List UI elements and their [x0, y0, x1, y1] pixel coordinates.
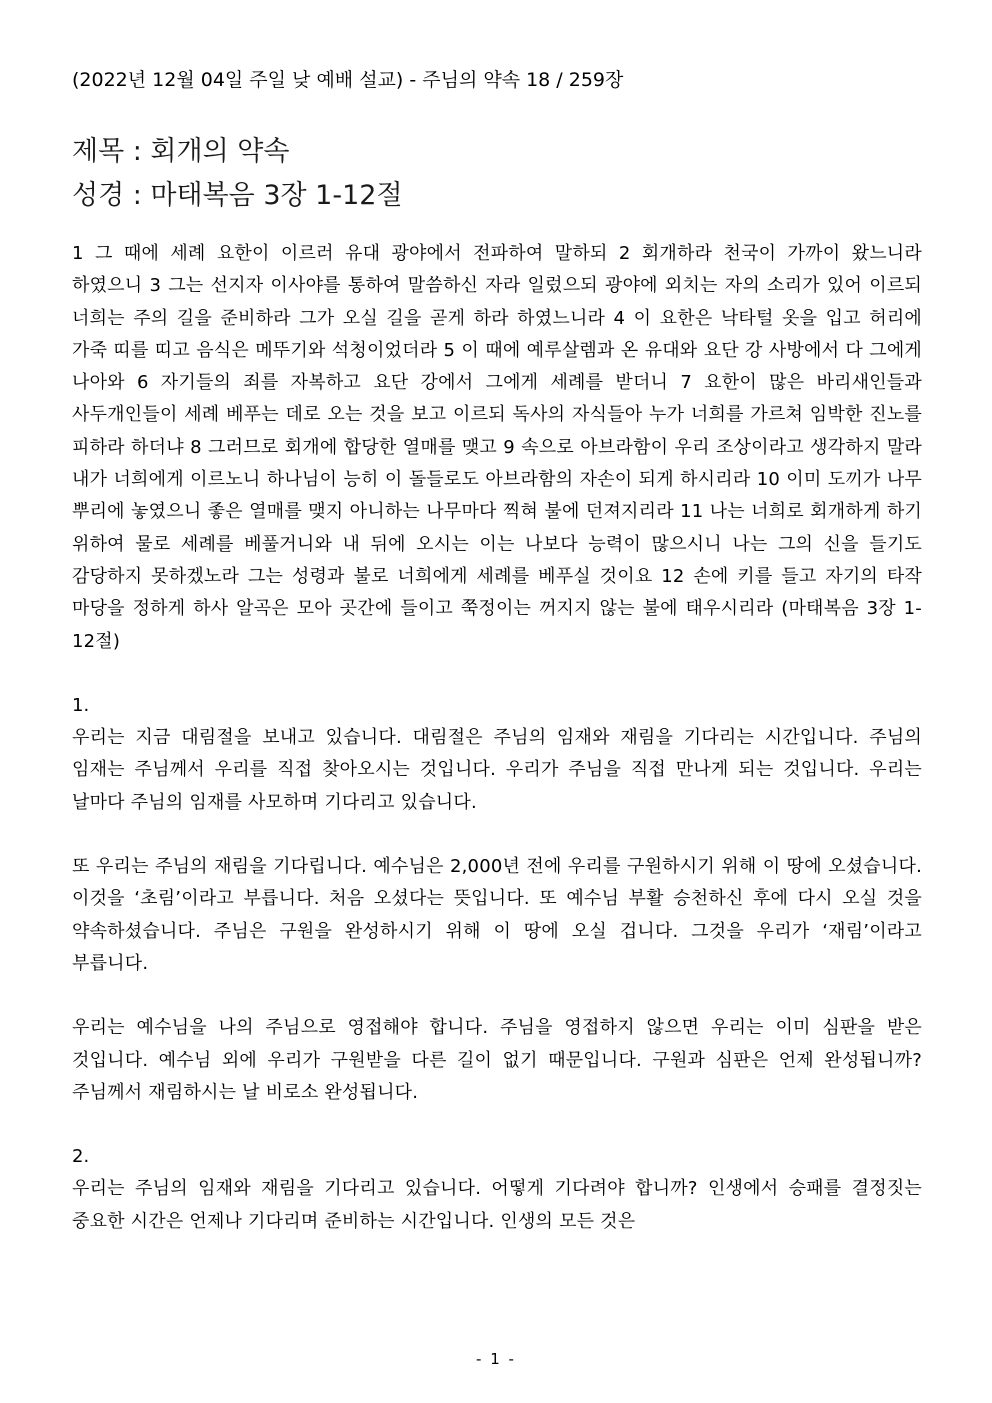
section-2: [72, 1141, 922, 1238]
section-1: [72, 690, 922, 1109]
paragraph: 또 우리는 주님의 재림을 기다립니다. 예수님은 2,000년 전에 우리를 구원하시기 위해 이 땅에 오셨습니다. 이것을 ‘초림’이라고 부릅니다. 처음 오셨다는 뜻입니다. 또 예수님 부활 승천하신 후에 다시 오실 것을 약속하셨습니다. 주님은 구원을 완성하시기 위해 이 땅에 오실 겁니다. 그것을 우리가 ‘재림’이라고 부릅니다.: [72, 856, 922, 974]
paragraph: 우리는 주님의 임재와 재림을 기다리고 있습니다. 어떻게 기다려야 합니까? 인생에서 승패를 결정짓는 중요한 시간은 언제나 기다리며 준비하는 시간입니다. 인생의 모든 것은: [72, 1178, 922, 1232]
title-block: [72, 130, 922, 218]
page-number: - 1 -: [476, 1350, 516, 1368]
paragraph: 우리는 지금 대림절을 보내고 있습니다. 대림절은 주님의 임재와 재림을 기다리는 시간입니다. 주님의 임재는 주님께서 우리를 직접 찾아오시는 것입니다. 우리가 주님을 직접 만나게 되는 것입니다. 우리는 날마다 주님의 임재를 사모하며 기다리고 있습니다.: [72, 727, 922, 813]
sermon-title: 제목 : 회개의 약속: [72, 136, 290, 167]
section-number: 1.: [72, 694, 90, 716]
sermon-header: (2022년 12월 04일 주일 낮 예배 설교) - 주님의 약속 18 / 259장: [72, 69, 624, 91]
paragraph: 우리는 예수님을 나의 주님으로 영접해야 합니다. 주님을 영접하지 않으면 우리는 이미 심판을 받은 것입니다. 예수님 외에 우리가 구원받을 다른 길이 없기 때문입니다. 구원과 심판은 언제 완성됩니까? 주님께서 재림하시는 날 비로소 완성됩니다.: [72, 1017, 922, 1103]
scripture-reference: 성경 : 마태복음 3장 1-12절: [72, 180, 403, 211]
scripture-text: 1 그 때에 세례 요한이 이르러 유대 광야에서 전파하여 말하되 2 회개하라 천국이 가까이 왔느니라 하였으니 3 그는 선지자 이사야를 통하여 말씀하신 자라 일렀으되 광야에 외치는 자의 소리가 있어 이르되 너희는 주의 길을 준비하라 그가 오실 길을 곧게 하라 하였느니라 4 이 요한은 낙타털 옷을 입고 허리에 가죽 띠를 띠고 음식은 메뚜기와 석청이었더라 5 이 때에 예루살렘과 온 유대와 요단 강 사방에서 다 그에게 나아와 6 자기들의 죄를 자복하고 요단 강에서 그에게 세례를 받더니 7 요한이 많은 바리새인들과 사두개인들이 세례 베푸는 데로 오는 것을 보고 이르되 독사의 자식들아 누가 너희를 가르쳐 임박한 진노를 피하라 하더냐 8 그러므로 회개에 합당한 열매를 맺고 9 속으로 아브라함이 우리 조상이라고 생각하지 말라 내가 너희에게 이르노니 하나님이 능히 이 돌들로도 아브라함의 자손이 되게 하시리라 10 이미 도끼가 나무 뿌리에 놓였으니 좋은 열매를 맺지 아니하는 나무마다 찍혀 불에 던져지리라 11 나는 너희로 회개하게 하기 위하여 물로 세례를 베풀거니와 내 뒤에 오시는 이는 나보다 능력이 많으시니 나는 그의 신을 들기도 감당하지 못하겠노라 그는 성령과 불로 너희에게 세례를 베푸실 것이요 12 손에 키를 들고 자기의 타작 마당을 정하게 하사 알곡은 모아 곳간에 들이고 쭉정이는 꺼지지 않는 불에 태우시리라 (마태복음 3장 1-12절): [72, 243, 922, 652]
document-page: [72, 62, 922, 1238]
section-number: 2.: [72, 1146, 90, 1168]
